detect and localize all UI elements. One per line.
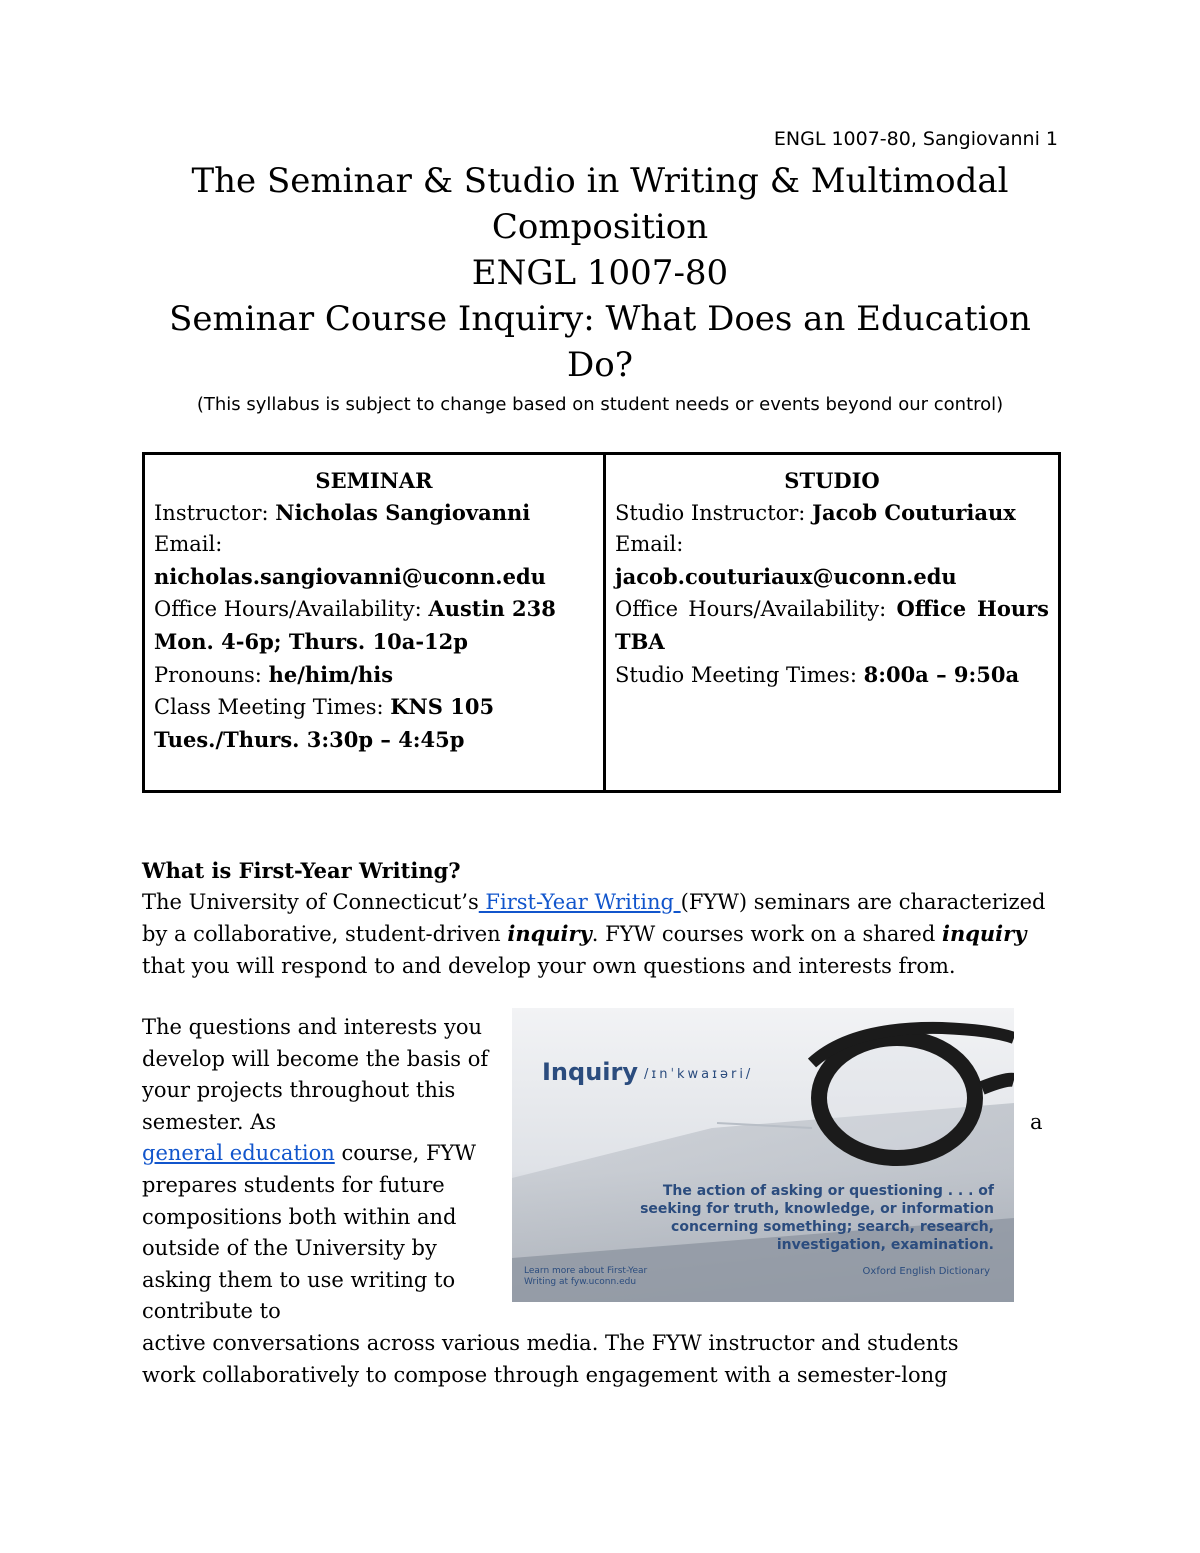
meeting-label: Class Meeting Times: — [154, 695, 384, 720]
office-location: Austin 238 — [428, 596, 556, 622]
studio-instructor-label: Studio Instructor: — [615, 500, 806, 525]
document-title — [142, 158, 1058, 388]
definition-line: investigation, examination. — [776, 1237, 994, 1253]
figure-word: Inquiry — [542, 1058, 638, 1086]
figure-pronunciation: /ɪnˈkwaɪəri/ — [644, 1067, 754, 1082]
paragraph-text: The University of Connecticut’s — [142, 889, 479, 914]
pronouns-label: Pronouns: — [154, 662, 262, 687]
instructor-info-table — [142, 452, 1061, 793]
fyw-intro — [142, 855, 1060, 982]
wrapped-text-column — [142, 1012, 502, 1328]
paragraph-line: work collaboratively to compose through engagement with a semester-long — [142, 1362, 948, 1387]
course-code: ENGL 1007-80 — [471, 253, 729, 293]
paragraph-text: course, FYW prepares students for future compositions both within and outside of the University by asking them to use writing to contribute to — [142, 1141, 476, 1324]
studio-office-label: Office Hours/Availability: — [615, 597, 887, 622]
definition-line: The action of asking or questioning . . . of — [662, 1183, 994, 1199]
meeting-times: Tues./Thurs. 3:30p – 4:45p — [154, 726, 465, 752]
paragraph-text: a — [1030, 1110, 1043, 1134]
inquiry-definition-image — [512, 1008, 1014, 1302]
email-label: Email: — [615, 532, 684, 557]
paragraph-line: active conversations across various media. The FYW instructor and students — [142, 1331, 959, 1355]
studio-heading: STUDIO — [784, 468, 880, 493]
pronouns-value: he/him/his — [268, 661, 394, 687]
paragraph-text: that you will respond to and develop your own questions and interests from. — [142, 953, 956, 978]
title-line: The Seminar & Studio in Writing & Multimodal — [191, 161, 1009, 201]
paragraph-text: The questions and interests you develop will become the basis of your projects throughout this semester. As — [142, 1015, 489, 1134]
seminar-cell — [144, 454, 605, 792]
fyw-paragraph — [142, 887, 1060, 983]
definition-source: Oxford English Dictionary — [862, 1266, 990, 1277]
studio-instructor — [615, 497, 1049, 530]
inquiry-emphasis: inquiry — [507, 921, 592, 947]
instructor-name: Nicholas Sangiovanni — [275, 499, 531, 525]
studio-office-value: Office Hours TBA — [615, 596, 1049, 654]
studio-office-hours — [615, 593, 1049, 658]
learn-more-line: Writing at fyw.uconn.edu — [524, 1277, 637, 1287]
office-label: Office Hours/Availability: — [154, 597, 422, 622]
studio-instructor-name: Jacob Couturiaux — [812, 499, 1016, 525]
syllabus-disclaimer: (This syllabus is subject to change based on student needs or events beyond our control) — [196, 394, 1004, 415]
studio-meeting-label: Studio Meeting Times: — [615, 662, 857, 687]
studio-cell — [605, 454, 1060, 792]
definition-line: seeking for truth, knowledge, or information — [640, 1201, 994, 1217]
paragraph-text: (FYW) seminars are characterized by a collaborative, student-driven — [142, 889, 1046, 947]
seminar-meeting — [154, 691, 594, 724]
inquiry-emphasis: inquiry — [941, 921, 1027, 947]
title-line: Composition — [491, 207, 709, 247]
learn-more-line: Learn more about First-Year — [524, 1266, 648, 1276]
wrapped-text-right — [1030, 1107, 1043, 1139]
running-head: ENGL 1007-80, Sangiovanni 1 — [773, 128, 1058, 150]
meeting-location: KNS 105 — [390, 694, 495, 720]
office-times: Mon. 4-6p; Thurs. 10a-12p — [154, 628, 468, 654]
inquiry-title-line: Seminar Course Inquiry: What Does an Education — [169, 299, 1031, 339]
studio-email-link[interactable]: jacob.couturiaux@uconn.edu — [615, 563, 957, 589]
studio-meeting-times: 8:00a – 9:50a — [863, 661, 1020, 687]
definition-line: concerning something; search, research, — [671, 1219, 994, 1235]
first-year-writing-link[interactable]: First-Year Writing — [478, 889, 681, 914]
seminar-heading: SEMINAR — [315, 468, 433, 493]
fyw-paragraph-continued — [142, 1328, 1060, 1391]
instructor-label: Instructor: — [154, 500, 269, 525]
inquiry-title-line: Do? — [567, 345, 633, 385]
inquiry-image-svg — [512, 1008, 1014, 1302]
email-label: Email: — [154, 532, 223, 557]
studio-meeting — [615, 659, 1049, 692]
seminar-office-hours — [154, 593, 594, 626]
paragraph-text: . FYW courses work on a shared — [591, 922, 942, 947]
seminar-pronouns — [154, 659, 594, 692]
seminar-instructor — [154, 497, 594, 530]
general-education-link[interactable]: general education — [142, 1141, 335, 1166]
section-heading: What is First-Year Writing? — [142, 858, 461, 883]
seminar-email-link[interactable]: nicholas.sangiovanni@uconn.edu — [154, 563, 546, 589]
